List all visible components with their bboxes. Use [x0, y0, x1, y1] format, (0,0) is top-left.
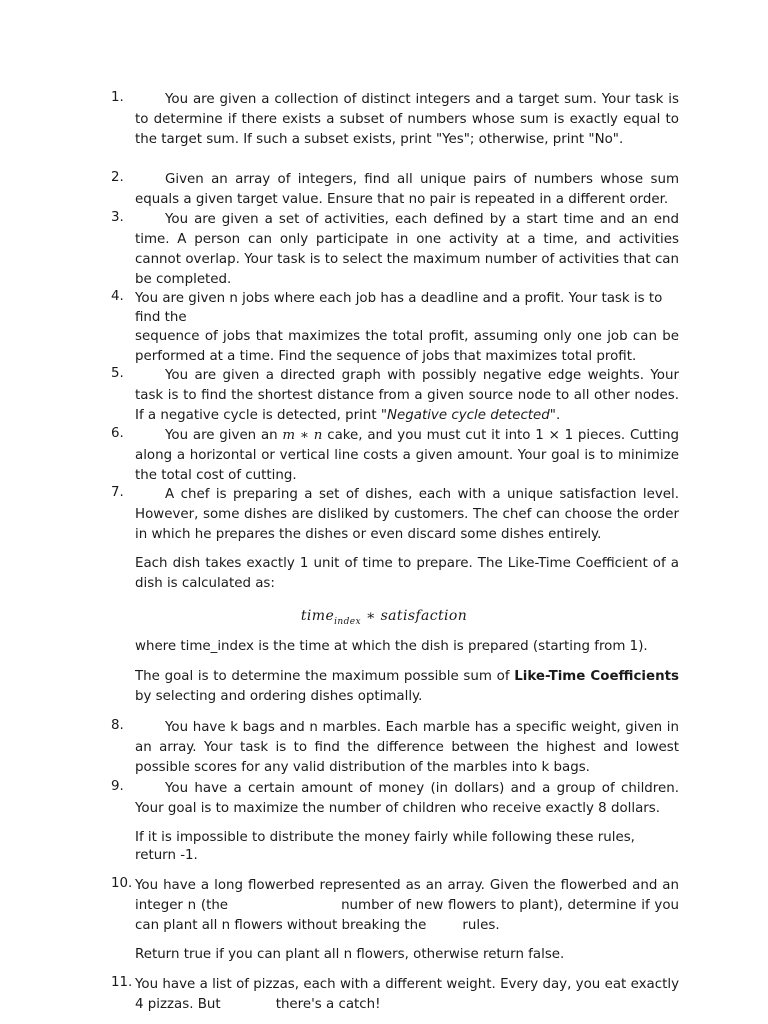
item-number: 5.	[111, 366, 124, 381]
formula: time$_{index}$ ∗ satisfaction	[300, 608, 468, 627]
item-text: Given an array of integers, find all unique pairs of numbers whose sum equals a given target value. Ensure that no pair is repeated in a different order.	[135, 172, 679, 207]
item-text: You have k bags and n marbles. Each marble has a specific weight, given in an array. Your task is to find the difference between the highest and lowest possible scores for any valid distribution of the marbles into k bags.	[135, 720, 679, 775]
list-item-2	[111, 170, 679, 210]
list-item-3	[111, 210, 679, 290]
list-item-9	[111, 779, 679, 819]
paragraph: Return true if you can plant all n flowers, otherwise return false.	[135, 947, 565, 962]
item-text-line1: You are given n jobs where each job has a deadline and a profit. Your task is to find the	[135, 291, 663, 325]
item-number: 10.	[111, 876, 133, 891]
item-text: You have a certain amount of money (in dollars) and a group of children. Your goal is to maximize the number of children who receive exactly 8 dollars.	[135, 781, 679, 816]
item-text: You are given a set of activities, each defined by a start time and an end time. A person can only participate in one activity at a time, and activities cannot overlap. Your task is to select the maximum number of activities that can be completed.	[135, 212, 679, 287]
paragraph: The goal is to determine the maximum possible sum of Like-Time Coefficients by selecting and ordering dishes optimally.	[135, 669, 679, 704]
item-text: A chef is preparing a set of dishes, each with a unique satisfaction level. However, some dishes are disliked by customers. The chef can choose the order in which he prepares the dishes or even discard some dishes entirely.	[135, 487, 679, 542]
list-item-1	[111, 90, 679, 150]
paragraph: Each dish takes exactly 1 unit of time to prepare. The Like-Time Coefficient of a dish is calculated as:	[135, 556, 679, 591]
item-number: 6.	[111, 426, 124, 441]
item-text-line2: sequence of jobs that maximizes the total profit, assuming only one job can be performed at a time. Find the sequence of jobs that maximizes total profit.	[135, 329, 679, 364]
list-item-8	[111, 718, 679, 778]
list-item-4	[111, 289, 679, 367]
item-emphasis: Negative cycle detected	[387, 408, 550, 423]
item-number: 8.	[111, 718, 124, 733]
list-item-5: 5. You are given a directed graph with possibly negative edge weights. Your task is to find the shortest distance from a given source node to all other nodes. If a negative cycle is detected, print "Negative cycle detected".	[111, 366, 679, 423]
item-number: 3.	[111, 210, 124, 225]
item-number: 1.	[111, 90, 124, 105]
list-item-10: 10. You have a long flowerbed represented as an array. Given the flowerbed and an integer n (the number of new flowers to plant), determine if you can plant all n flowers without breaking the rules.	[111, 876, 680, 933]
item-text: You are given a collection of distinct integers and a target sum. Your task is to determine if there exists a subset of numbers whose sum is exactly equal to the target sum. If such a subset exists, print "Yes"; otherwise, print "No".	[135, 92, 679, 147]
item-text: You are given a directed graph with possibly negative edge weights. Your task is to find the shortest distance from a given source node to all other nodes. If a negative cycle is detected, print "	[135, 368, 679, 423]
paragraph: If it is impossible to distribute the money fairly while following these rules, return -1.	[135, 830, 635, 863]
inline-math: m ∗ n	[282, 428, 323, 443]
list-item-11: 11. You have a list of pizzas, each with a different weight. Every day, you eat exactly 4 pizzas. But there's a catch!	[111, 975, 679, 1012]
item-number: 11.	[111, 975, 133, 990]
paragraph: where time_index is the time at which the dish is prepared (starting from 1).	[135, 639, 648, 654]
list-item-6: 6. You are given an m ∗ n cake, and you must cut it into 1 × 1 pieces. Cutting along a horizontal or vertical line costs a given amount. Your goal is to minimize the total cost of cutting.	[111, 426, 680, 483]
bold-term: Like-Time Coefficients	[514, 669, 679, 684]
item-number: 2.	[111, 170, 124, 185]
item-number: 7.	[111, 485, 124, 500]
list-item-7	[111, 485, 679, 545]
item-number: 4.	[111, 289, 124, 304]
item-number: 9.	[111, 779, 124, 794]
